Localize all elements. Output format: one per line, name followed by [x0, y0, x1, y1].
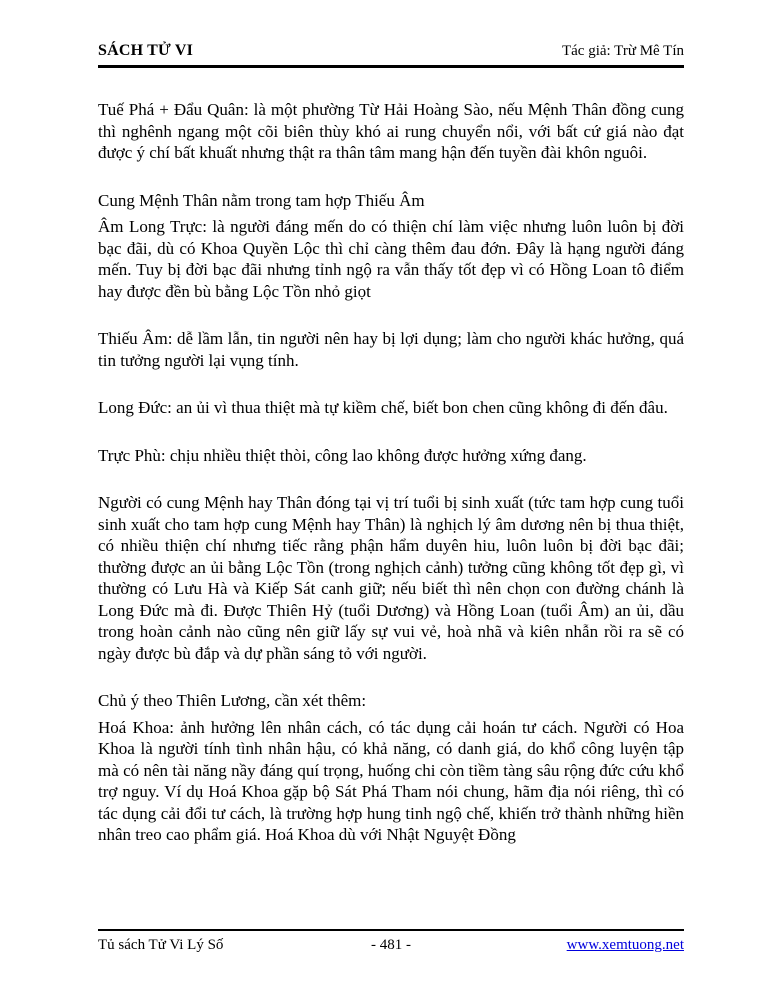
paragraph-tue-pha-dau-quan: Tuế Phá + Đẩu Quân: là một phường Từ Hải Hoàng Sào, nếu Mệnh Thân đồng cung thì nghênh ngang một cõi biên thùy khó ai rung chuyển nổi, với bất cứ giá nào đạt được ý chí bất khuất nhưng thật ra thân tâm mang hận đến tuyền đài khôn nguôi. — [98, 100, 684, 162]
page-footer — [98, 929, 684, 954]
footer-row — [98, 937, 684, 954]
paragraph-thieu-am: Thiếu Âm: dễ lầm lẫn, tin người nên hay bị lợi dụng; làm cho người khác hưởng, quá tin tưởng người lại vụng tính. — [98, 329, 684, 370]
paragraph-sinh-xuat: Người có cung Mệnh hay Thân đóng tại vị trí tuổi bị sinh xuất (tức tam hợp cung tuổi sinh xuất cho tam hợp cung Mệnh hay Thân) là nghịch lý âm dương nên bị thua thiệt, có nhiều thiện chí nhưng tiếc rằng phận hẩm duyên hiu, luôn luôn bị đời bạc đãi; thường được an ủi bằng Lộc Tồn (trong nghịch cảnh) tưởng cũng không tốt đẹp gì, vì thường có Lưu Hà và Kiếp Sát canh giữ; nếu biết thì nên chọn con đường chánh là Long Đức mà đi. Được Thiên Hỷ (tuổi Dương) và Hồng Loan (tuổi Âm) an ủi, dầu trong hoàn cảnh nào cũng nên giữ lấy sự vui vẻ, hoà nhã và kiên nhẫn rồi ra sẽ có ngày được bù đắp và dự phần sáng tỏ với người. — [98, 493, 684, 663]
author-credit: Tác giả: Trừ Mê Tín — [561, 43, 684, 59]
section-heading-tam-hop-thieu-am: Cung Mệnh Thân nằm trong tam hợp Thiếu Âm — [98, 190, 425, 210]
paragraph-truc-phu: Trực Phù: chịu nhiều thiệt thòi, công lao không được hưởng xứng đang. — [98, 445, 587, 465]
paragraph-hoa-khoa: Hoá Khoa: ảnh hưởng lên nhân cách, có tác dụng cải hoán tư cách. Người có Hoa Khoa là người tính tình nhân hậu, có khả năng, có danh giá, do khổ công luyện tập mà có nên tài năng nầy đáng quí trọng, huống chi còn tiềm tàng sâu rộng đức cứu khổ trợ nguy. Ví dụ Hoá Khoa gặp bộ Sát Phá Tham nói chung, hãm địa nói riêng, thì có tác dụng cải đổi tư cách, là trường hợp hung tinh ngộ chế, khiến trở thành những hiền nhân treo cao phẩm giá. Hoá Khoa dù với Nhật Nguyệt Đồng — [98, 717, 684, 844]
body-text — [98, 99, 684, 846]
paragraph-am-long-truc: Âm Long Trực: là người đáng mến do có thiện chí làm việc nhưng luôn luôn bị đời bạc đãi, dù có Khoa Quyền Lộc thì chỉ càng thêm đau đớn. Đây là hạng người đáng mến. Tuy bị đời bạc đãi nhưng tỉnh ngộ ra vẫn thấy tốt đẹp vì có Hồng Loan tô điểm hay được đền bù bằng Lộc Tồn nhỏ giọt — [98, 217, 684, 301]
page-header — [98, 42, 684, 68]
section-heading-thien-luong: Chủ ý theo Thiên Lương, cần xét thêm: — [98, 691, 367, 710]
page-number: - 481 - — [371, 937, 411, 953]
website-link[interactable]: www.xemtuong.net — [566, 937, 684, 953]
book-title: SÁCH TỬ VI — [98, 42, 194, 59]
paragraph-long-duc: Long Đức: an ủi vì thua thiệt mà tự kiềm chế, biết bon chen cũng không đi đến đâu. — [98, 398, 668, 417]
page-content — [98, 42, 684, 846]
series-title: Tủ sách Tử Vi Lý Số — [98, 937, 224, 953]
